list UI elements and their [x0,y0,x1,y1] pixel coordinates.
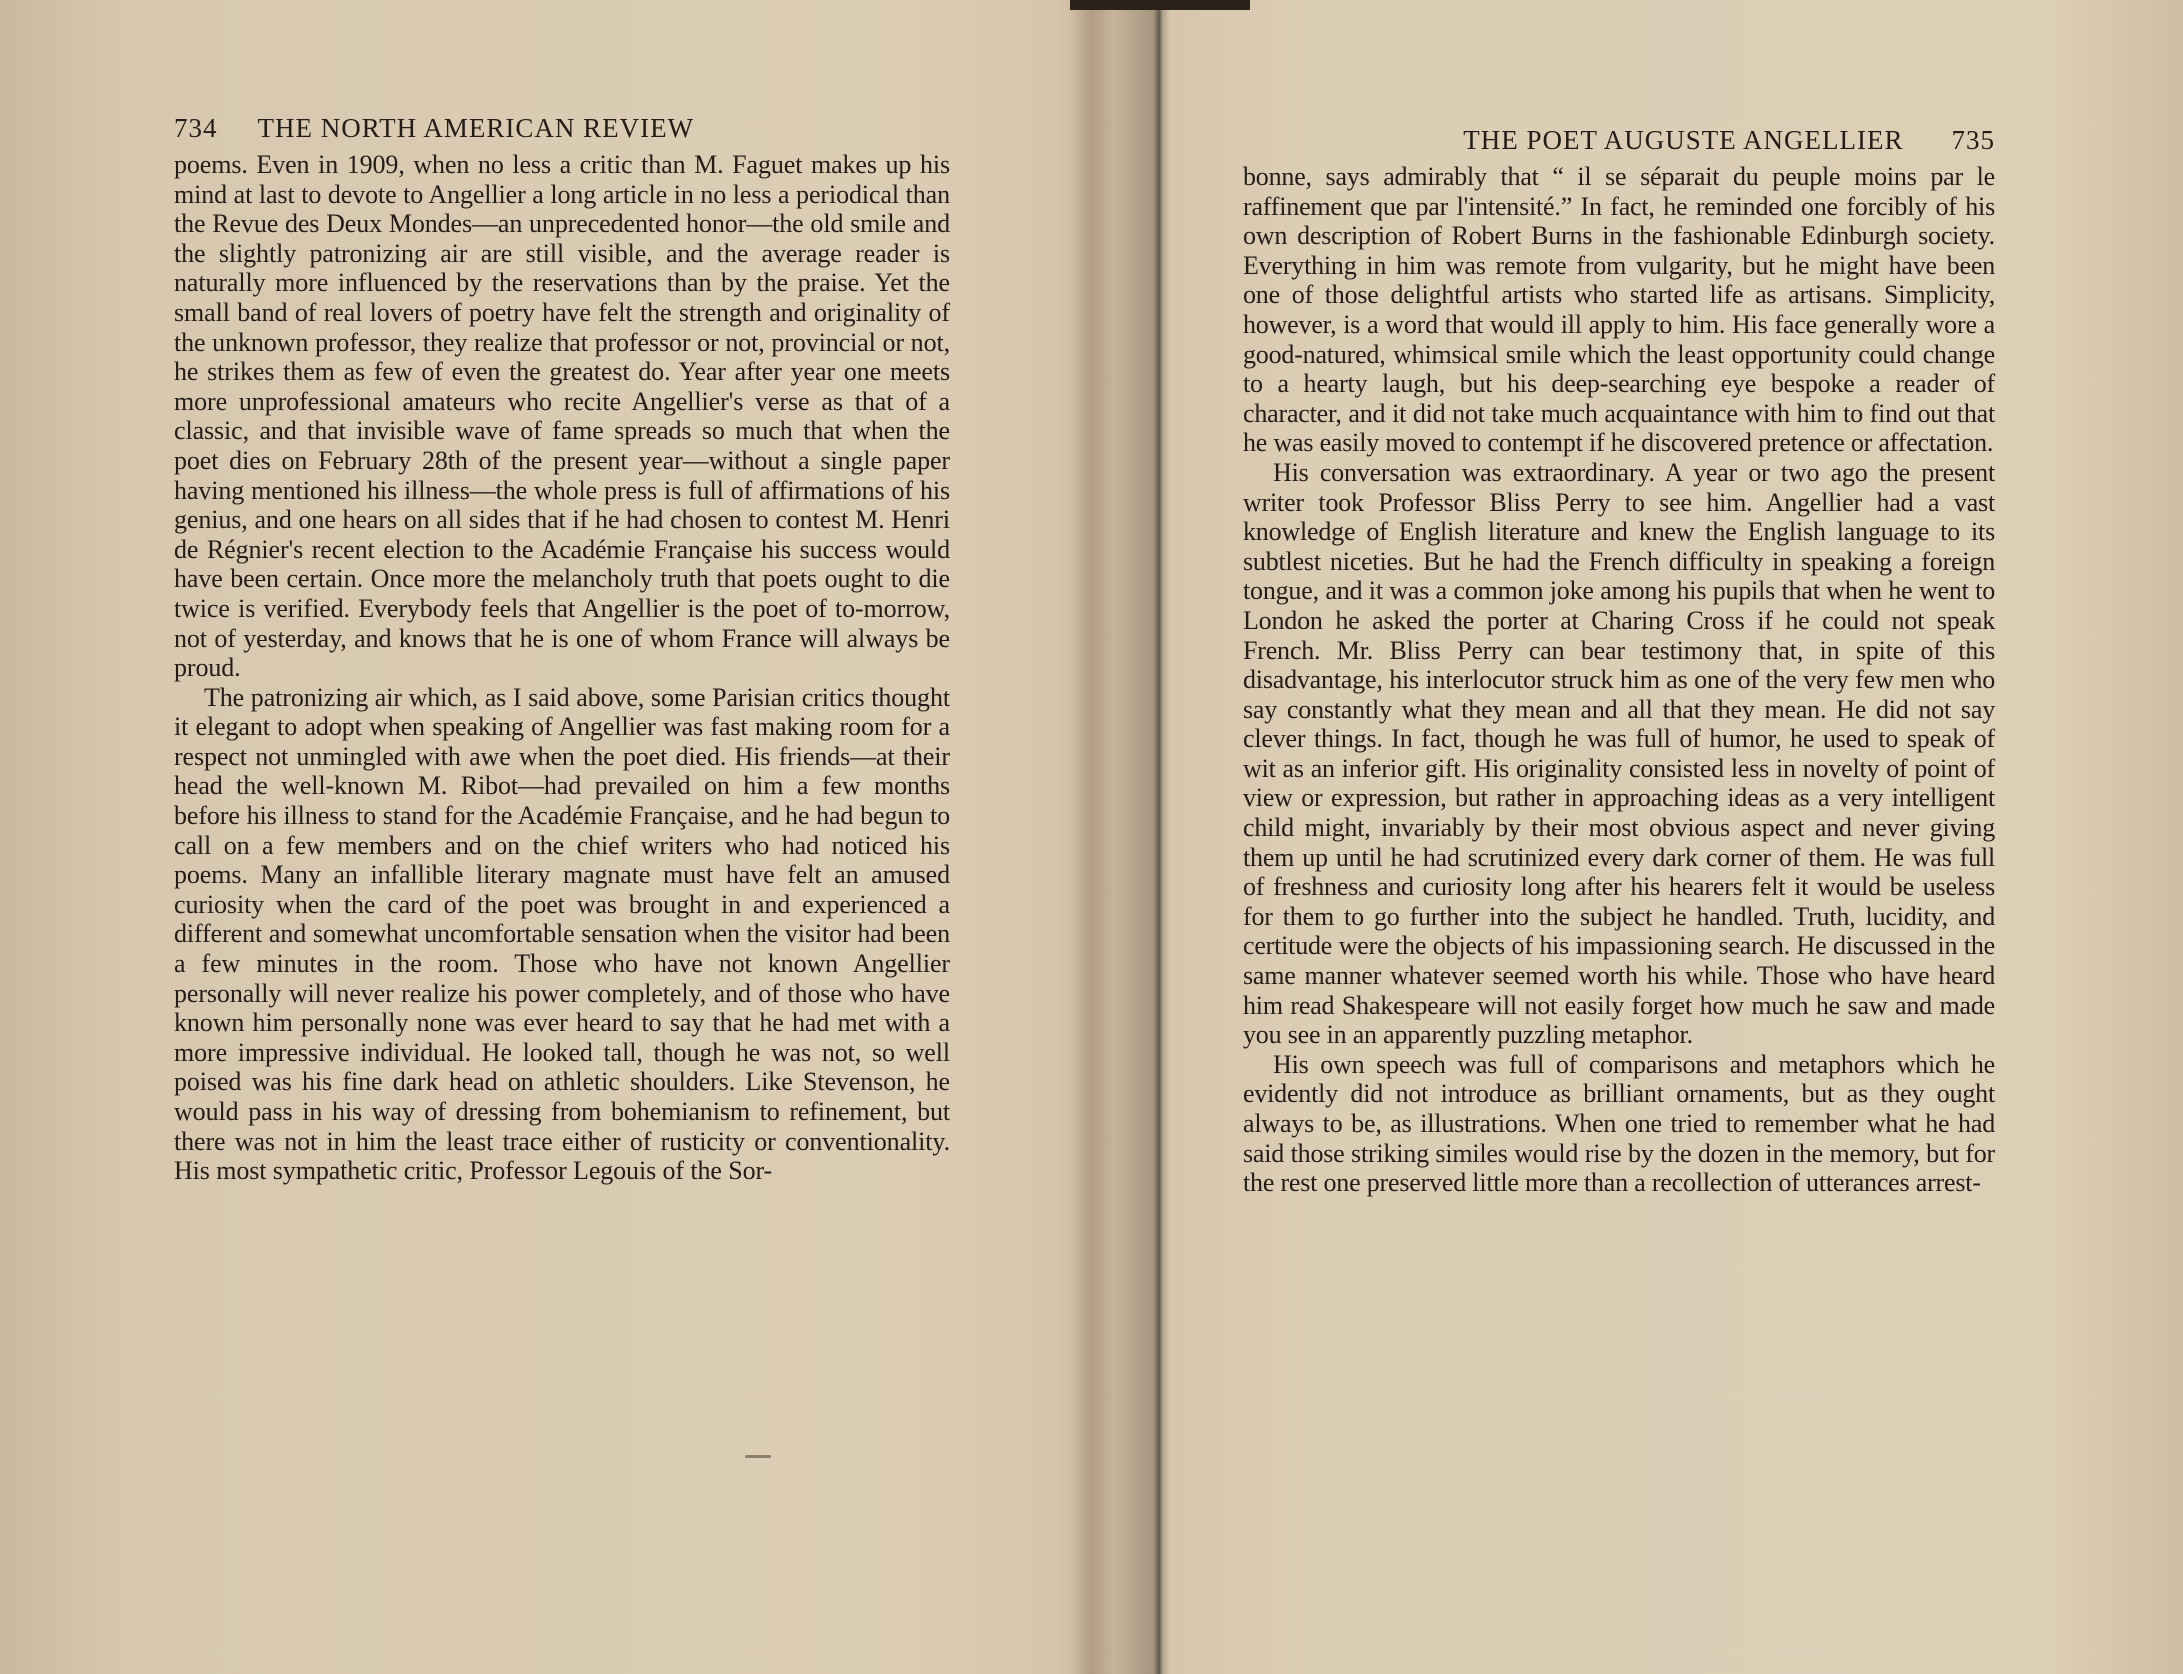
ink-smudge [745,1455,771,1458]
right-paragraph-3: His own speech was full of comparisons and metaphors which he evidently did not introduce as brilliant ornaments, but as they ought always to be, as illustrations. When one tried to remember what he had said those striking similes would rise by the dozen in the memory, but for the rest one preserved little more than a recollection of utterances arrest- [1243,1049,1995,1198]
right-body-text [1243,162,1995,1198]
left-page-number: 734 [174,113,218,143]
left-paragraph-2: The patronizing air which, as I said above, some Parisian critics thought it elegant to adopt when speaking of Angellier was fast making room for a respect not unmingled with awe when the poet died. His friends—at their head the well-known M. Ribot—had prevailed on him a few months before his illness to stand for the Académie Française, and he had begun to call on a few members and on the chief writers who had noticed his poems. Many an infallible literary magnate must have felt an amused curiosity when the card of the poet was brought in and experienced a different and somewhat uncomfortable sensation when the visitor had been a few minutes in the room. Those who have not known Angellier personally will never realize his power completely, and of those who have known him personally none was ever heard to say that he had met with a more impressive individual. He looked tall, though he was not, so well poised was his fine dark head on athletic shoulders. Like Stevenson, he would pass in his way of dressing from bohemianism to refinement, but there was not in him the least trace either of rusticity or conventionality. His most sympathetic critic, Professor Legouis of the Sor- [174,682,950,1186]
left-page [174,100,950,1186]
left-body-text [174,150,950,1186]
left-paragraph-1: poems. Even in 1909, when no less a critic than M. Faguet makes up his mind at last to devote to Angellier a long article in no less a periodical than the Revue des Deux Mondes—an unprecedented honor—the old smile and the slightly patronizing air are still visible, and the average reader is naturally more influenced by the reservations than by the praise. Yet the small band of real lovers of poetry have felt the strength and originality of the unknown professor, they realize that professor or not, provincial or not, he strikes them as few of even the greatest do. Year after year one meets more unprofessional amateurs who recite Angellier's verse as that of a classic, and that invisible wave of fame spreads so much that when the poet dies on February 28th of the present year—without a single paper having mentioned his illness—the whole press is full of affirmations of his genius, and one hears on all sides that if he had chosen to contest M. Henri de Régnier's recent election to the Académie Française his success would have been certain. Once more the melancholy truth that poets ought to die twice is verified. Everybody feels that Angellier is the poet of to-morrow, not of yesterday, and knows that he is one of whom France will always be proud. [174,150,950,683]
gutter-shadow [1050,0,1170,1674]
right-running-head [1243,112,1995,156]
right-page [1243,112,1995,1198]
right-page-number: 735 [1951,125,1995,155]
left-running-title: THE NORTH AMERICAN REVIEW [257,113,695,143]
right-paragraph-1: bonne, says admirably that “ il se séparait du peuple moins par le raffinement que par l'intensité.” In fact, he reminded one forcibly of his own description of Robert Burns in the fashionable Edinburgh society. Everything in him was remote from vulgarity, but he might have been one of those delightful artists who started life as artisans. Simplicity, however, is a word that would ill apply to him. His face generally wore a good-natured, whimsical smile which the least opportunity could change to a hearty laugh, but his deep-searching eye bespoke a reader of character, and it did not take much acquaintance with him to find out that he was easily moved to contempt if he discovered pretence or affectation. [1243,162,1995,458]
right-paragraph-2: His conversation was extraordinary. A year or two ago the present writer took Professor Bliss Perry to see him. Angellier had a vast knowledge of English literature and knew the English language to its subtlest niceties. But he had the French difficulty in speaking a foreign tongue, and it was a common joke among his pupils that when he went to London he asked the porter at Charing Cross if he could not speak French. Mr. Bliss Perry can bear testimony that, in spite of this disadvantage, his interlocutor struck him as one of the very few men who say constantly what they mean and all that they mean. He did not say clever things. In fact, though he was full of humor, he used to speak of wit as an inferior gift. His originality consisted less in novelty of point of view or expression, but rather in approaching ideas as a very intelligent child might, invariably by their most obvious aspect and never giving them up until he had scrutinized every dark corner of them. He was full of freshness and curiosity long after his hearers felt it would be useless for them to go further into the subject he handled. Truth, lucidity, and certitude were the objects of his impassioning search. He discussed in the same manner whatever seemed worth his while. Those who have heard him read Shakespeare will not easily forget how much he saw and made you see in an apparently puzzling metaphor. [1243,457,1995,1050]
right-running-title: THE POET AUGUSTE ANGELLIER [1463,125,1904,155]
binding-edge [1070,0,1250,10]
left-running-head [174,100,950,144]
